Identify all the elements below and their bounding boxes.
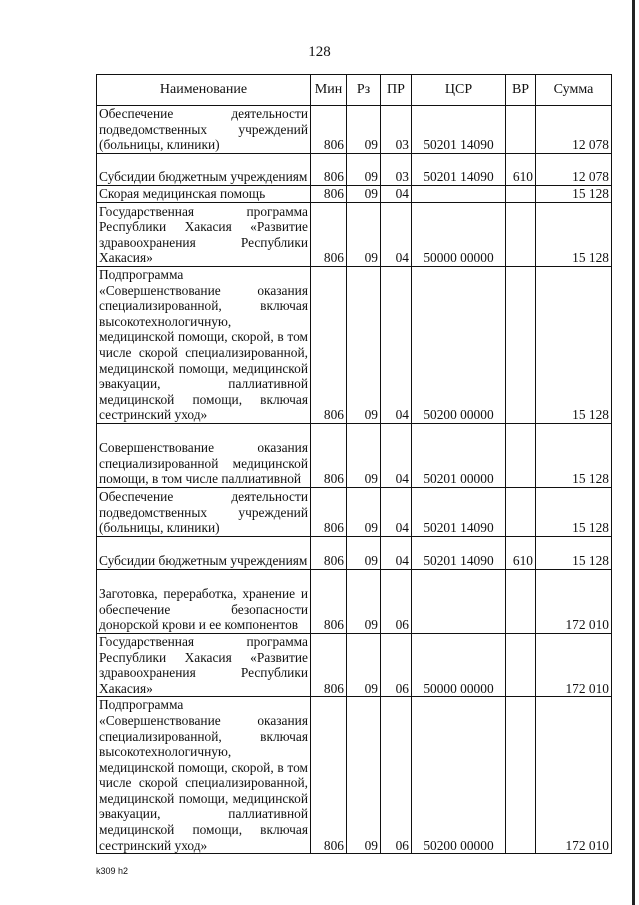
row-sum: 15 128 (536, 203, 612, 267)
row-min: 806 (311, 569, 347, 633)
row-sum: 15 128 (536, 267, 612, 424)
header-rz: Рз (347, 75, 381, 106)
row-csr (412, 569, 506, 633)
row-min: 806 (311, 423, 347, 487)
row-vr (506, 267, 536, 424)
row-vr (506, 186, 536, 203)
header-vr: ВР (506, 75, 536, 106)
row-name: Государственная программа Республики Хакасия «Развитие здравоохранения Республики Хакасия» (97, 203, 311, 267)
row-pr: 06 (381, 633, 412, 696)
row-vr (506, 106, 536, 154)
row-rz: 09 (347, 154, 381, 186)
header-pr: ПР (381, 75, 412, 106)
header-sum: Сумма (536, 75, 612, 106)
row-rz: 09 (347, 423, 381, 487)
row-rz: 09 (347, 697, 381, 854)
row-min: 806 (311, 536, 347, 569)
row-pr: 04 (381, 203, 412, 267)
row-sum: 172 010 (536, 633, 612, 696)
row-csr: 50201 14090 (412, 154, 506, 186)
budget-table (96, 74, 612, 854)
row-csr: 50201 14090 (412, 487, 506, 536)
row-name: Подпрограмма «Совершенствование оказания специализированной, включая высокотехнологичную, медицинской помощи, скорой, в том числе скорой специализированной, медицинской помощи, медицинской эвакуации, паллиативной медицинской помощи, включая сестринский уход» (97, 267, 311, 424)
row-sum: 12 078 (536, 154, 612, 186)
row-vr (506, 633, 536, 696)
table-row (97, 106, 612, 154)
row-csr (412, 186, 506, 203)
row-sum: 15 128 (536, 186, 612, 203)
table-row (97, 423, 612, 487)
row-vr (506, 203, 536, 267)
scan-edge-line (632, 0, 635, 905)
row-name: Совершенствование оказания специализированной медицинской помощи, в том числе паллиативной (97, 423, 311, 487)
row-name: Субсидии бюджетным учреждениям (97, 154, 311, 186)
row-pr: 04 (381, 487, 412, 536)
footer-code: k309 h2 (96, 866, 129, 876)
table-row (97, 697, 612, 854)
row-csr: 50201 14090 (412, 106, 506, 154)
row-pr: 04 (381, 423, 412, 487)
row-min: 806 (311, 633, 347, 696)
table-row (97, 633, 612, 696)
row-rz: 09 (347, 536, 381, 569)
row-csr: 50201 00000 (412, 423, 506, 487)
row-vr (506, 569, 536, 633)
row-sum: 15 128 (536, 487, 612, 536)
row-csr: 50000 00000 (412, 203, 506, 267)
row-sum: 15 128 (536, 536, 612, 569)
row-vr: 610 (506, 536, 536, 569)
row-min: 806 (311, 154, 347, 186)
row-name: Обеспечение деятельности подведомственных учреждений (больницы, клиники) (97, 106, 311, 154)
row-pr: 03 (381, 154, 412, 186)
table-row (97, 487, 612, 536)
row-name: Заготовка, переработка, хранение и обеспечение безопасности донорской крови и ее компонентов (97, 569, 311, 633)
table-row (97, 203, 612, 267)
row-name: Скорая медицинская помощь (97, 186, 311, 203)
row-rz: 09 (347, 487, 381, 536)
row-sum: 172 010 (536, 569, 612, 633)
row-rz: 09 (347, 569, 381, 633)
table-row (97, 154, 612, 186)
row-rz: 09 (347, 106, 381, 154)
row-rz: 09 (347, 633, 381, 696)
row-min: 806 (311, 267, 347, 424)
row-pr: 04 (381, 267, 412, 424)
row-vr: 610 (506, 154, 536, 186)
row-pr: 06 (381, 697, 412, 854)
row-min: 806 (311, 186, 347, 203)
row-min: 806 (311, 487, 347, 536)
table-row (97, 267, 612, 424)
row-csr: 50200 00000 (412, 267, 506, 424)
row-sum: 12 078 (536, 106, 612, 154)
row-csr: 50000 00000 (412, 633, 506, 696)
row-pr: 04 (381, 186, 412, 203)
row-pr: 04 (381, 536, 412, 569)
row-min: 806 (311, 106, 347, 154)
row-min: 806 (311, 697, 347, 854)
row-csr: 50201 14090 (412, 536, 506, 569)
row-name: Государственная программа Республики Хакасия «Развитие здравоохранения Республики Хакасия» (97, 633, 311, 696)
row-vr (506, 697, 536, 854)
row-rz: 09 (347, 186, 381, 203)
page-number: 128 (308, 44, 331, 60)
row-vr (506, 487, 536, 536)
header-csr: ЦСР (412, 75, 506, 106)
row-min: 806 (311, 203, 347, 267)
row-pr: 06 (381, 569, 412, 633)
table-row (97, 536, 612, 569)
header-name: Наименование (97, 75, 311, 106)
row-name: Субсидии бюджетным учреждениям (97, 536, 311, 569)
row-name: Обеспечение деятельности подведомственных учреждений (больницы, клиники) (97, 487, 311, 536)
row-csr: 50200 00000 (412, 697, 506, 854)
table-row (97, 569, 612, 633)
row-name: Подпрограмма «Совершенствование оказания специализированной, включая высокотехнологичную, медицинской помощи, скорой, в том числе скорой специализированной, медицинской помощи, медицинской эвакуации, паллиативной медицинской помощи, включая сестринский уход» (97, 697, 311, 854)
row-sum: 15 128 (536, 423, 612, 487)
row-rz: 09 (347, 203, 381, 267)
row-sum: 172 010 (536, 697, 612, 854)
table-row (97, 186, 612, 203)
header-min: Мин (311, 75, 347, 106)
row-rz: 09 (347, 267, 381, 424)
row-pr: 03 (381, 106, 412, 154)
table-header-row (97, 75, 612, 106)
row-vr (506, 423, 536, 487)
